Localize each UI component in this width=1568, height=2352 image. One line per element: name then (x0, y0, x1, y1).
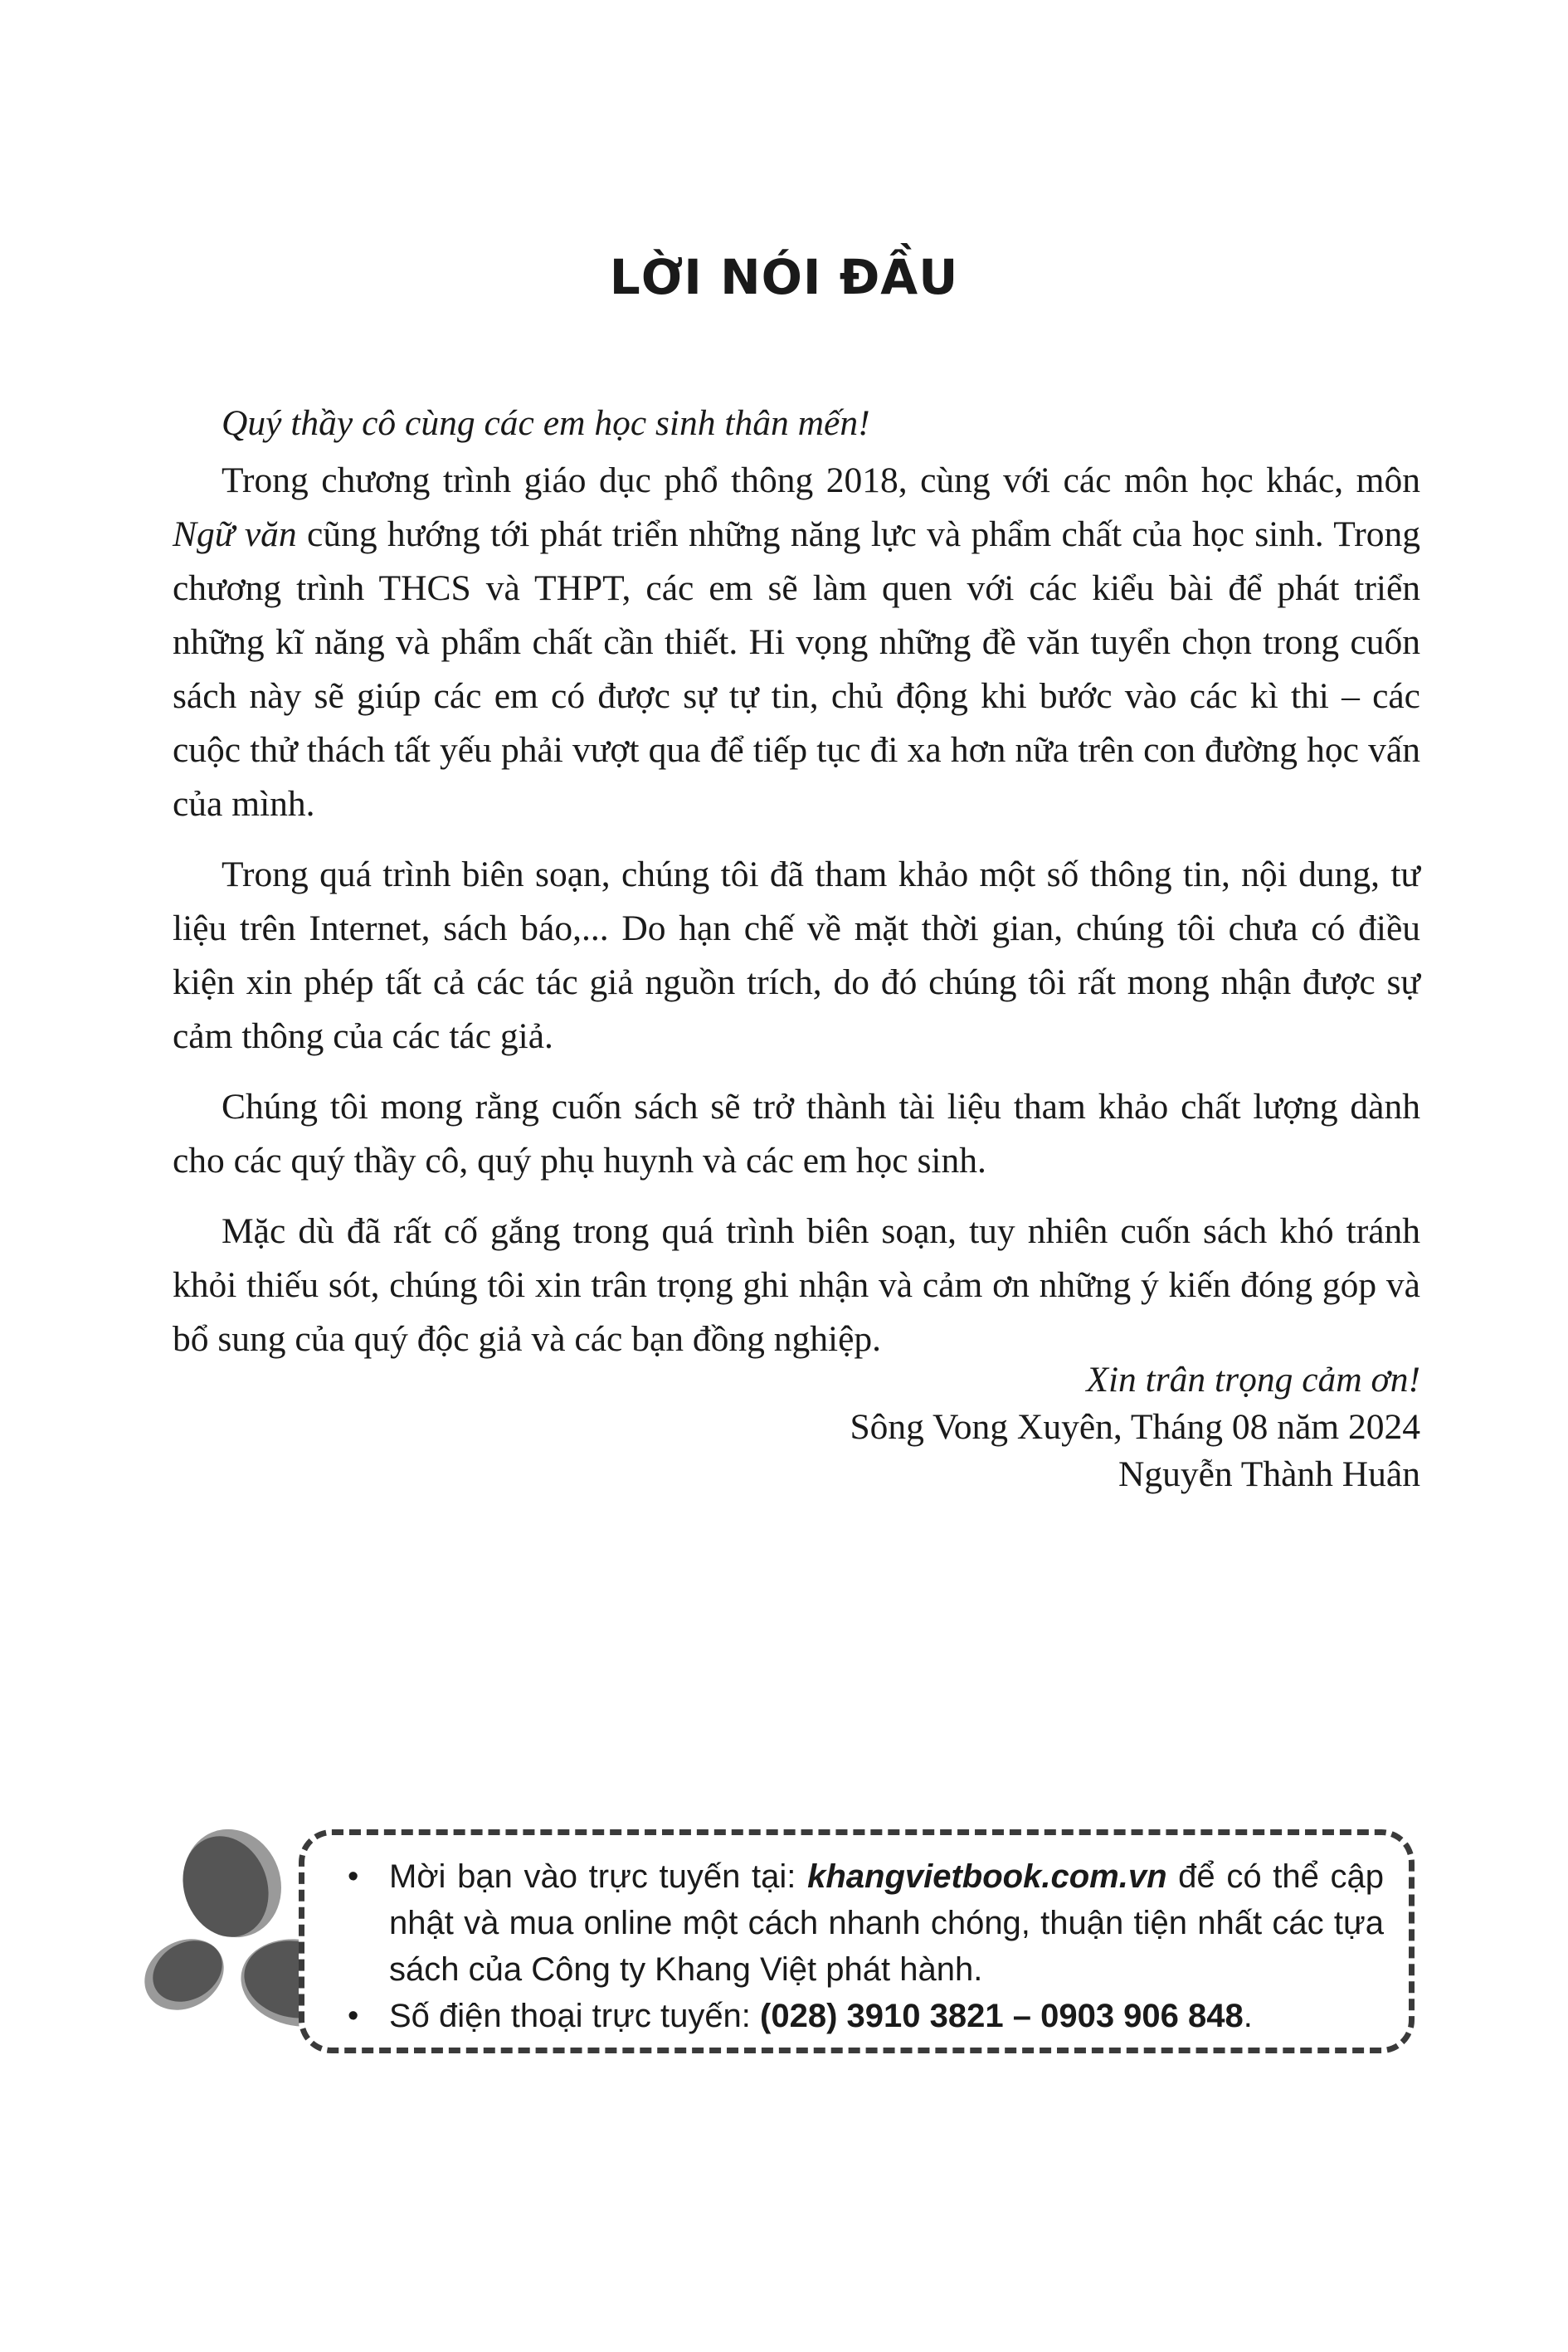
closing-author: Nguyễn Thành Huân (1118, 1454, 1420, 1494)
promo-website-rest: để có thể cập nhật và mua online một cách nhanh chóng, thuận tiện nhất các tựa sách của Công ty Khang Việt phát hành. (389, 1858, 1384, 1988)
phone-numbers: (028) 3910 3821 – 0903 906 848 (760, 1998, 1244, 2034)
promo-box (299, 1829, 1415, 2053)
bullet-icon: • (348, 1999, 359, 2033)
bullet-icon: • (348, 1859, 359, 1894)
paragraph-1 (173, 454, 1420, 831)
preface-body (173, 397, 1420, 1383)
closing-place-date: Sông Vong Xuyên, Tháng 08 năm 2024 (850, 1407, 1420, 1447)
closing-signature (850, 1356, 1420, 1498)
petal-top-icon (168, 1825, 296, 1951)
subject-name: Ngữ văn (173, 514, 297, 554)
paragraph-4: Mặc dù đã rất cố gắng trong quá trình biên soạn, tuy nhiên cuốn sách khó tránh khỏi thiếu sót, chúng tôi xin trân trọng ghi nhận và cảm ơn những ý kiến đóng góp và bổ sung của quý độc giả và các bạn đồng nghiệp. (173, 1211, 1420, 1359)
petal-left-icon (133, 1925, 236, 2023)
paragraph-2: Trong quá trình biên soạn, chúng tôi đã tham khảo một số thông tin, nội dung, tư liệu trên Internet, sách báo,... Do hạn chế về mặt thời gian, chúng tôi chưa có điều kiện xin phép tất cả các tác giả nguồn trích, do đó chúng tôi rất mong nhận được sự cảm thông của các tác giả. (173, 855, 1420, 1056)
website-link[interactable]: khangvietbook.com.vn (807, 1858, 1167, 1895)
promo-list (348, 1853, 1384, 2039)
page-title: LỜI NÓI ĐẦU (609, 249, 959, 305)
promo-website-lead: Mời bạn vào trực tuyến tại: (389, 1858, 808, 1895)
closing-thanks: Xin trân trọng cảm ơn! (1086, 1360, 1420, 1400)
promo-website-item (348, 1853, 1384, 1993)
paragraph-3: Chúng tôi mong rằng cuốn sách sẽ trở thành tài liệu tham khảo chất lượng dành cho các quý thầy cô, quý phụ huynh và các em học sinh. (173, 1087, 1420, 1181)
promo-phone-lead: Số điện thoại trực tuyến: (389, 1998, 761, 2034)
paragraph-1-rest: cũng hướng tới phát triển những năng lực và phẩm chất của học sinh. Trong chương trình THCS và THPT, các em sẽ làm quen với các kiểu bài để phát triển những kĩ năng và phẩm chất cần thiết. Hi vọng những đề văn tuyển chọn trong cuốn sách này sẽ giúp các em có được sự tự tin, chủ động khi bước vào các kì thi – các cuộc thử thách tất yếu phải vượt qua để tiếp tục đi xa hơn nữa trên con đường học vấn của mình. (173, 514, 1420, 824)
promo-phone-end: . (1243, 1998, 1253, 2034)
greeting: Quý thầy cô cùng các em học sinh thân mến! (222, 403, 870, 443)
paragraph-1-start: Trong chương trình giáo dục phổ thông 2018, cùng với các môn học khác, môn (222, 460, 1420, 500)
promo-phone-item (348, 1993, 1384, 2039)
